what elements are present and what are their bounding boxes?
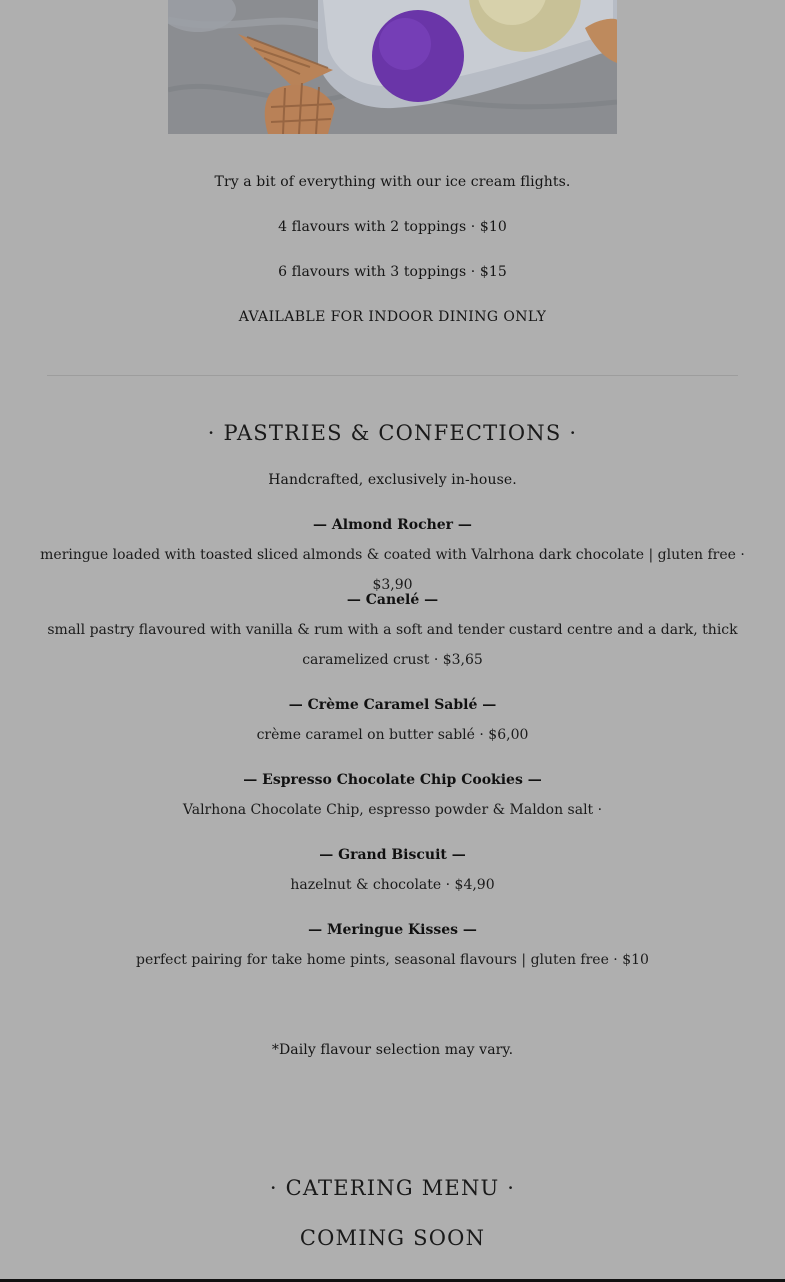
section-divider [47, 375, 738, 376]
menu-item-meringue-kisses-description: perfect pairing for take home pints, seasonal flavours | gluten free · $10 [136, 952, 649, 968]
menu-item-espresso-chocolate-chip-cookies-description: Valrhona Chocolate Chip, espresso powder & Maldon salt · [182, 802, 603, 818]
menu-item-creme-caramel-sable-name: — Crème Caramel Sablé — [288, 697, 497, 713]
pastries-subtitle: Handcrafted, exclusively in-house. [268, 472, 517, 488]
menu-item-canele-name: — Canelé — [346, 592, 439, 608]
menu-item-canele-description: small pastry flavoured with vanilla & rum with a soft and tender custard centre and a dark, thick caramelized crust · $3,65 [47, 622, 738, 668]
menu-item-espresso-chocolate-chip-cookies-name: — Espresso Chocolate Chip Cookies — [243, 772, 542, 788]
menu-item-almond-rocher-description: meringue loaded with toasted sliced almonds & coated with Valrhona dark chocolate | gluten free · $3,90 [40, 547, 745, 593]
pastries-section-title: · PASTRIES & CONFECTIONS · [207, 421, 578, 445]
ice-cream-hero-image [168, 0, 617, 134]
six-flavour-flight-price: 6 flavours with 3 toppings · $15 [278, 264, 507, 280]
menu-item-meringue-kisses-name: — Meringue Kisses — [308, 922, 477, 938]
daily-flavour-note: *Daily flavour selection may vary. [271, 1042, 514, 1058]
four-flavour-flight-price: 4 flavours with 2 toppings · $10 [278, 219, 507, 235]
indoor-dining-notice: AVAILABLE FOR INDOOR DINING ONLY [238, 309, 547, 325]
ice-cream-flight-intro: Try a bit of everything with our ice cream flights. [214, 174, 571, 190]
menu-item-creme-caramel-sable-description: crème caramel on butter sablé · $6,00 [256, 727, 529, 743]
catering-menu-title: · CATERING MENU · [269, 1176, 516, 1200]
menu-item-grand-biscuit-description: hazelnut & chocolate · $4,90 [290, 877, 495, 893]
catering-coming-soon: COMING SOON [299, 1226, 486, 1250]
menu-item-grand-biscuit-name: — Grand Biscuit — [319, 847, 466, 863]
menu-item-almond-rocher-name: — Almond Rocher — [313, 517, 472, 533]
